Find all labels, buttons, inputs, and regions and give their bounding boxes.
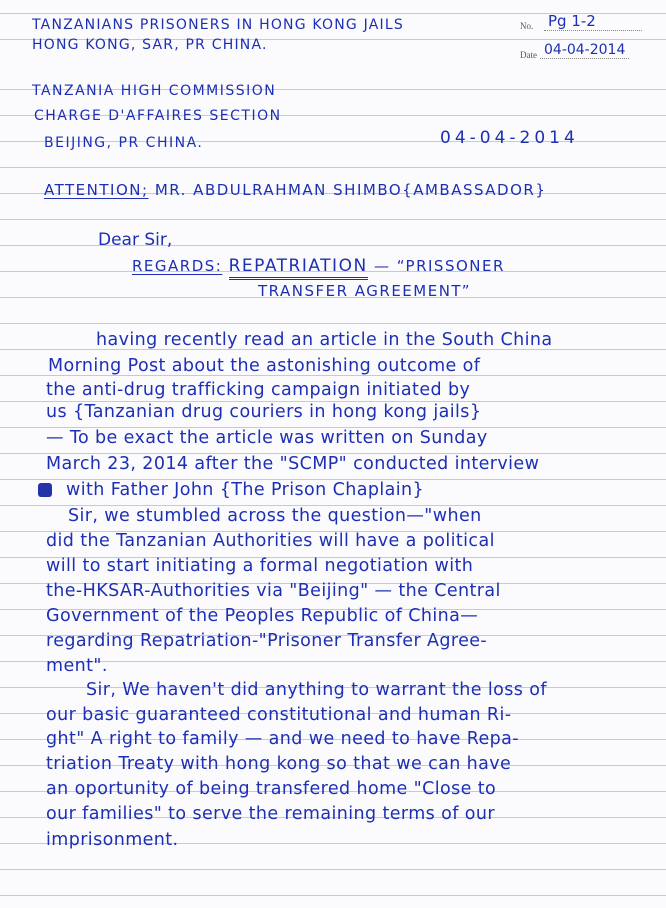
body-line-text: our families" to serve the remaining terms of our xyxy=(46,804,495,824)
body-line xyxy=(46,606,478,626)
body-line xyxy=(46,729,519,749)
body-line-text: ght" A right to family — and we need to have Repa- xyxy=(46,729,520,749)
attention-label: ATTENTION; xyxy=(44,181,149,199)
body-line-text: Sir, we stumbled across the question—"when xyxy=(68,506,482,526)
body-line-text: ment". xyxy=(46,656,108,676)
body-line xyxy=(96,330,553,350)
body-line xyxy=(38,480,424,500)
date-value: 04-04-2014 xyxy=(540,42,629,59)
body-line xyxy=(46,581,501,601)
body-line xyxy=(46,631,487,651)
body-line xyxy=(46,779,496,799)
body-line xyxy=(46,830,179,850)
body-line-text: Government of the Peoples Republic of China— xyxy=(46,606,479,626)
body-line-text: with Father John {The Prison Chaplain} xyxy=(66,480,425,500)
body-line-text: regarding Repatriation-"Prisoner Transfer Agree- xyxy=(46,631,488,651)
regards-line xyxy=(132,258,505,275)
date-label: Date xyxy=(520,50,537,60)
body-line xyxy=(46,380,470,400)
body-line-text: March 23, 2014 after the "SCMP" conducted interview xyxy=(46,454,540,474)
body-line-text: the-HKSAR-Authorities via "Beijing" — the Central xyxy=(46,581,501,601)
recipient-line-3: BEIJING, PR CHINA. xyxy=(44,135,204,151)
body-line xyxy=(46,804,495,824)
body-line xyxy=(48,356,480,376)
body-line xyxy=(46,656,108,676)
regards-subject-1: REPATRIATION xyxy=(229,256,368,280)
body-line xyxy=(46,754,511,774)
body-line-text: imprisonment. xyxy=(46,830,179,850)
attention-line xyxy=(44,183,546,198)
salutation: Dear Sir, xyxy=(98,230,173,250)
letter-date: 04-04-2014 xyxy=(440,128,579,148)
sender-line-1: TANZANIANS PRISONERS IN HONG KONG JAILS xyxy=(32,17,404,33)
body-line-text: having recently read an article in the South China xyxy=(96,330,553,350)
body-line-text: our basic guaranteed constitutional and human Ri- xyxy=(46,705,512,725)
sender-line-2: HONG KONG, SAR, PR CHINA. xyxy=(32,37,268,53)
body-line-text: will to start initiating a formal negotiation with xyxy=(46,556,474,576)
regards-label: REGARDS: xyxy=(132,257,223,275)
body-line xyxy=(86,680,547,700)
body-line-text: an oportunity of being transfered home "Close to xyxy=(46,779,497,799)
regards-subject-2: — “PRISSONER xyxy=(373,257,505,275)
body-line-text: us {Tanzanian drug couriers in hong kong jails} xyxy=(46,402,482,422)
body-line-text: Morning Post about the astonishing outcome of xyxy=(48,356,481,376)
body-line xyxy=(68,506,482,526)
page-number-label: No. xyxy=(520,21,534,31)
body-line-text: the anti-drug trafficking campaign initiated by xyxy=(46,380,471,400)
attention-text: MR. ABDULRAHMAN SHIMBO{AMBASSADOR} xyxy=(154,181,547,199)
recipient-line-2: CHARGE D'AFFAIRES SECTION xyxy=(34,108,282,124)
body-line xyxy=(46,428,488,448)
body-line xyxy=(46,556,473,576)
regards-subject-3: TRANSFER AGREEMENT” xyxy=(258,282,472,300)
body-line-text: Sir, We haven't did anything to warrant the loss of xyxy=(86,680,547,700)
body-line xyxy=(46,531,495,551)
page-number-value: Pg 1-2 xyxy=(544,12,642,31)
body-line-text: did the Tanzanian Authorities will have a political xyxy=(46,531,495,551)
body-line-text: — To be exact the article was written on Sunday xyxy=(46,428,488,448)
body-line-text: triation Treaty with hong kong so that we can have xyxy=(46,754,512,774)
body-line xyxy=(46,705,511,725)
body-line xyxy=(46,454,539,474)
body-line xyxy=(46,402,481,422)
recipient-line-1: TANZANIA HIGH COMMISSION xyxy=(32,83,277,99)
ink-scribble-icon xyxy=(38,483,52,497)
